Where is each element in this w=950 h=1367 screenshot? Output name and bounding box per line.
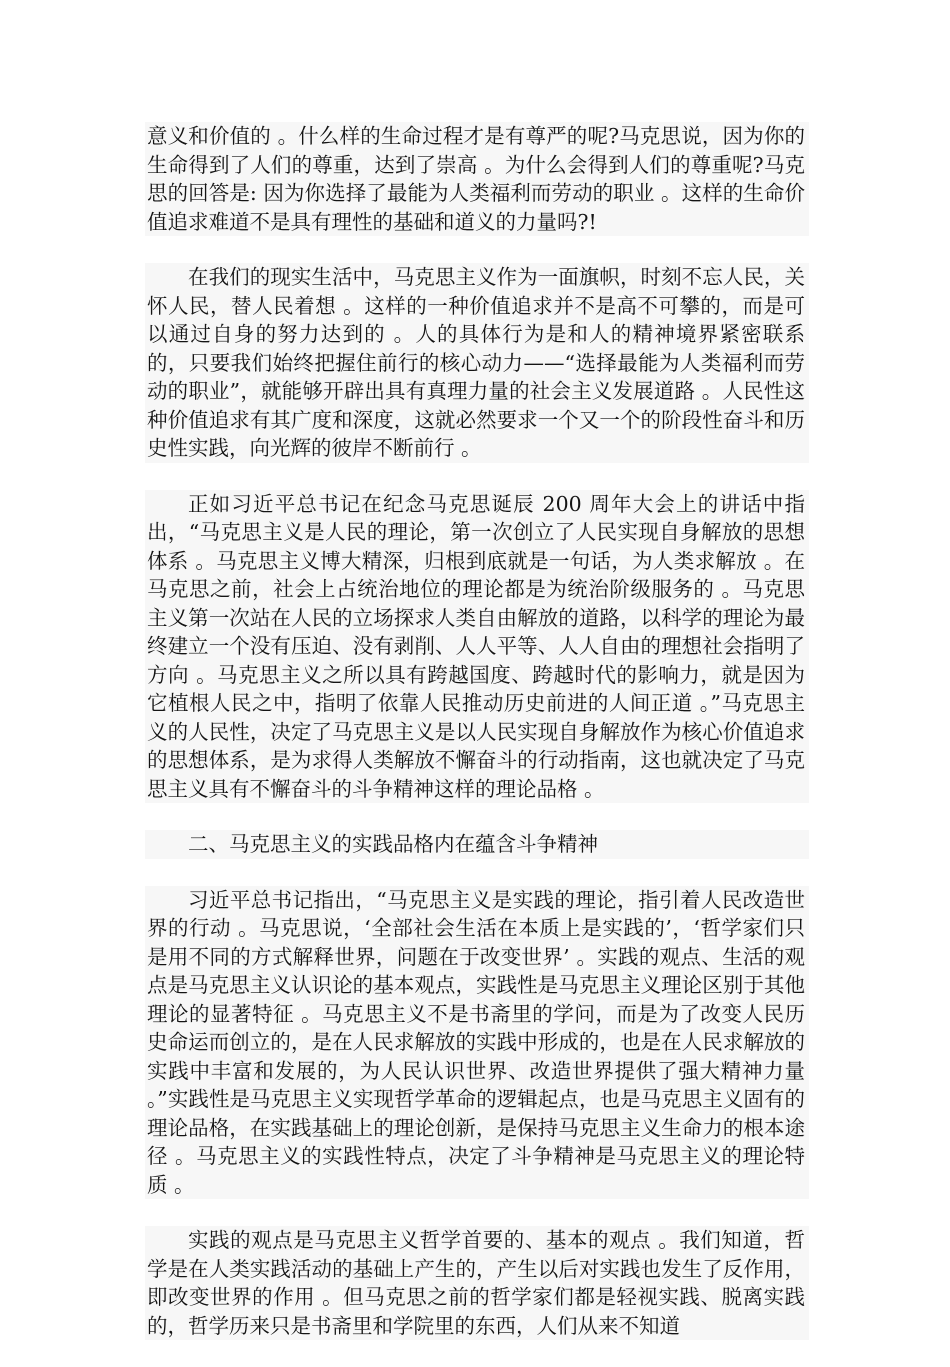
paragraph-3: 正如习近平总书记在纪念马克思诞辰 200 周年大会上的讲话中指出，“马克思主义是人民的理论，第一次创立了人民实现自身解放的思想体系 。马克思主义博大精深，归根到底就是一句话，为人类求解放 。在马克思之前，社会上占统治地位的理论都是为统治阶级服务的 。马克思主义第一次站在人民的立场探求人类自由解放的道路，以科学的理论为最终建立一个没有压迫、没有剥削、人人平等、人人自由的理想社会指明了方向 。马克思主义之所以具有跨越国度、跨越时代的影响力，就是因为它植根人民之中，指明了依靠人民推动历史前进的人间正道 。”马克思主义的人民性，决定了马克思主义是以人民实现自身解放作为核心价值追求的思想体系，是为求得人类解放不懈奋斗的行动指南，这也就决定了马克思主义具有不懈奋斗的斗争精神这样的理论品格 。	[145, 490, 809, 804]
section-heading: 二、马克思主义的实践品格内在蕴含斗争精神	[145, 830, 809, 859]
paragraph-4: 习近平总书记指出，“马克思主义是实践的理论，指引着人民改造世界的行动 。马克思说，‘全部社会生活在本质上是实践的’，‘哲学家们只是用不同的方式解释世界，问题在于改变世界’ 。实践的观点、生活的观点是马克思主义认识论的基本观点，实践性是马克思主义理论区别于其他理论的显著特征 。马克思主义不是书斋里的学问，而是为了改变人民历史命运而创立的，是在人民求解放的实践中形成的，也是在人民求解放的实践中丰富和发展的，为人民认识世界、改造世界提供了强大精神力量 。”实践性是马克思主义实现哲学革命的逻辑起点，也是马克思主义固有的理论品格，在实践基础上的理论创新，是保持马克思主义生命力的根本途径 。马克思主义的实践性特点，决定了斗争精神是马克思主义的理论特质 。	[145, 886, 809, 1200]
paragraph-5: 实践的观点是马克思主义哲学首要的、基本的观点 。我们知道，哲学是在人类实践活动的基础上产生的，产生以后对实践也发生了反作用，即改变世界的作用 。但马克思之前的哲学家们都是轻视实践、脱离实践的，哲学历来只是书斋里和学院里的东西，人们从来不知道	[145, 1226, 809, 1340]
paragraph-1: 意义和价值的 。什么样的生命过程才是有尊严的呢?马克思说，因为你的生命得到了人们的尊重，达到了崇高 。为什么会得到人们的尊重呢?马克思的回答是: 因为你选择了最能为人类福利而劳动的职业 。这样的生命价值追求难道不是具有理性的基础和道义的力量吗?!	[145, 122, 809, 236]
paragraph-2: 在我们的现实生活中，马克思主义作为一面旗帜，时刻不忘人民，关怀人民，替人民着想 。这样的一种价值追求并不是高不可攀的，而是可以通过自身的努力达到的 。人的具体行为是和人的精神境界紧密联系的，只要我们始终把握住前行的核心动力——“选择最能为人类福利而劳动的职业”，就能够开辟出具有真理力量的社会主义发展道路 。人民性这种价值追求有其广度和深度，这就必然要求一个又一个的阶段性奋斗和历史性实践，向光辉的彼岸不断前行 。	[145, 263, 809, 463]
document-body	[145, 122, 809, 1367]
